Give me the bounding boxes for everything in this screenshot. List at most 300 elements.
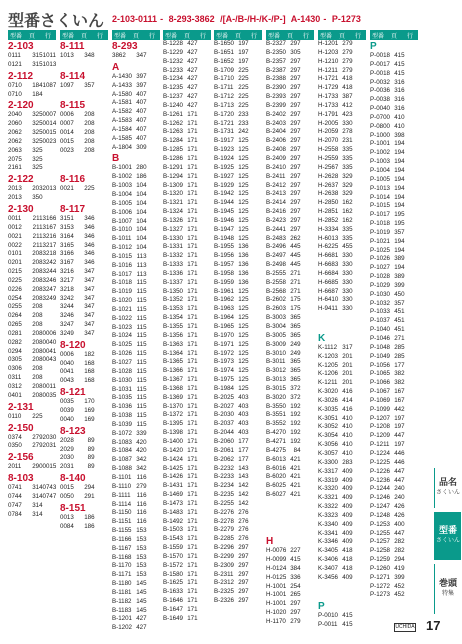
line-ref <box>405 335 418 344</box>
line-ref <box>405 397 418 406</box>
line-ref <box>147 262 160 271</box>
group-heading: 2-150 <box>8 422 34 434</box>
page-ref: 136 <box>238 269 249 277</box>
model-number: B-2232 <box>214 464 234 472</box>
model-number: B-2327 <box>266 40 286 47</box>
index-row <box>370 96 418 105</box>
model-number: B-2411 <box>266 172 286 180</box>
model-number: B-2276 <box>214 508 234 516</box>
model-number: B-1006 <box>112 208 132 216</box>
page-ref: 171 <box>187 269 198 277</box>
line-ref <box>147 226 160 235</box>
index-row <box>163 526 211 535</box>
page-ref: 276 <box>238 508 249 516</box>
line-ref <box>405 79 418 88</box>
line-ref <box>147 554 160 563</box>
model-number: H-6225 <box>318 243 339 251</box>
page-ref: 427 <box>187 93 198 101</box>
page-ref: 125 <box>238 349 249 357</box>
page-ref: 184 <box>32 81 43 89</box>
line-ref <box>301 67 314 76</box>
index-row <box>266 40 314 49</box>
index-row <box>370 379 418 388</box>
page-ref: 186 <box>84 522 95 530</box>
line-ref <box>249 128 262 137</box>
model-number: 2063 <box>8 146 22 154</box>
page-ref: 182 <box>84 350 95 358</box>
index-row <box>370 547 418 556</box>
index-row <box>266 261 314 270</box>
column-header-cell: 型番 <box>371 33 384 40</box>
line-ref <box>95 52 108 61</box>
index-row <box>112 191 160 200</box>
model-number: H-6684 <box>318 269 339 277</box>
index-row <box>214 182 262 191</box>
index-row <box>318 521 366 530</box>
line-ref: 3246 <box>42 276 57 284</box>
index-row <box>318 67 366 76</box>
line-ref <box>301 583 314 592</box>
model-number: B-1083 <box>112 438 132 446</box>
index-row <box>163 261 211 270</box>
index-row <box>214 40 262 49</box>
page-ref: 445 <box>290 261 301 269</box>
page-ref: 421 <box>290 464 301 472</box>
index-row <box>370 229 418 238</box>
line-ref <box>95 321 108 330</box>
index-row <box>112 562 160 571</box>
model-number: P-1021 <box>370 237 390 245</box>
page-ref: 279 <box>290 618 301 625</box>
index-row <box>266 429 314 438</box>
page-ref: 285 <box>394 343 405 351</box>
model-number <box>60 164 81 173</box>
index-row <box>163 518 211 527</box>
tab-model-index[interactable] <box>434 512 461 560</box>
page-ref: 330 <box>342 287 353 295</box>
model-number: B-1004 <box>112 190 132 198</box>
page-ref: 208 <box>32 294 43 302</box>
line-ref <box>147 386 160 395</box>
line-ref <box>198 182 211 191</box>
line-ref <box>353 565 366 574</box>
page-ref: 89 <box>87 463 95 471</box>
line-ref: 0041 <box>42 347 57 355</box>
line-ref <box>249 553 262 562</box>
index-row <box>8 463 56 472</box>
page-ref: 208 <box>32 383 43 390</box>
index-row <box>318 621 366 630</box>
model-number: P-1032 <box>370 299 390 307</box>
line-ref <box>147 209 160 218</box>
line-ref <box>249 217 262 226</box>
line-ref <box>353 288 366 297</box>
line-ref <box>147 456 160 465</box>
index-row <box>112 465 160 474</box>
model-number: P-1209 <box>370 432 390 440</box>
index-row <box>266 102 314 111</box>
line-ref <box>353 279 366 288</box>
page-ref: 403 <box>238 402 249 410</box>
model-number: P-1246 <box>370 494 390 502</box>
line-ref <box>147 492 160 501</box>
model-number: P-1069 <box>370 396 390 404</box>
index-row <box>266 111 314 120</box>
index-row <box>370 335 418 344</box>
model-number: B-1240 <box>163 101 183 109</box>
line-ref <box>353 261 366 270</box>
line-ref <box>405 450 418 459</box>
index-row <box>266 288 314 297</box>
page-ref: 347 <box>136 52 147 59</box>
index-row <box>370 79 418 88</box>
index-row <box>112 182 160 191</box>
model-number: B-3020 <box>266 393 286 401</box>
model-number: B-1353 <box>163 305 183 313</box>
model-number: H-1791 <box>318 110 339 118</box>
model-number: B-1110 <box>112 482 132 490</box>
page-ref: 317 <box>342 343 353 351</box>
page-ref: 171 <box>187 376 198 384</box>
index-row <box>60 330 108 339</box>
page-ref: 208 <box>32 268 43 276</box>
model-number: B-1483 <box>163 508 183 516</box>
index-row <box>112 99 160 108</box>
page-ref: 225 <box>238 93 249 101</box>
index-row <box>112 341 160 350</box>
page-ref: 192 <box>290 420 301 428</box>
index-row <box>8 156 56 165</box>
tab-label: 巻頭 <box>438 578 457 588</box>
model-number: 3247 <box>60 321 74 329</box>
page-ref: 225 <box>238 75 249 83</box>
page-ref: 403 <box>238 420 249 428</box>
index-row <box>112 226 160 235</box>
page-ref: 125 <box>238 367 249 375</box>
page-ref: 325 <box>32 164 43 172</box>
index-row <box>318 288 366 297</box>
line-ref <box>249 465 262 474</box>
index-row <box>318 84 366 93</box>
page-ref: 262 <box>290 234 301 242</box>
model-number: K-3056 <box>318 441 338 449</box>
line-ref <box>405 406 418 415</box>
model-number: B-2350 <box>266 48 286 56</box>
index-row <box>318 388 366 397</box>
page-ref: 142 <box>238 482 249 490</box>
index-column <box>8 40 56 519</box>
model-number: B-3004 <box>266 323 286 330</box>
column-header-cell: 行 <box>44 33 51 40</box>
index-row <box>8 194 56 203</box>
index-row <box>60 416 108 425</box>
index-row <box>370 70 418 79</box>
tab-product-index[interactable] <box>434 468 461 508</box>
index-row <box>8 339 56 348</box>
model-number: B-2603 <box>266 305 286 313</box>
line-ref <box>198 332 211 341</box>
line-ref: 0011 <box>42 383 56 390</box>
index-row <box>163 571 211 580</box>
line-ref <box>147 218 160 227</box>
page-ref: 407 <box>136 117 147 125</box>
line-ref <box>249 456 262 465</box>
page-ref: 197 <box>394 423 405 431</box>
line-ref <box>147 244 160 253</box>
page-ref: 197 <box>394 414 405 422</box>
page-ref: 271 <box>394 335 405 342</box>
line-ref <box>405 326 418 335</box>
model-number: 0015 <box>60 137 74 145</box>
line-ref <box>198 261 211 270</box>
index-row <box>8 242 56 251</box>
index-row <box>318 243 366 252</box>
model-number: B-1309 <box>163 181 183 189</box>
index-row <box>214 491 262 500</box>
page-ref: 283 <box>342 458 353 466</box>
line-ref <box>249 305 262 314</box>
index-row <box>112 235 160 244</box>
index-row <box>370 468 418 477</box>
page-ref: 194 <box>394 237 405 245</box>
line-ref <box>43 164 56 173</box>
line-ref <box>147 483 160 492</box>
page-ref: 279 <box>136 482 147 490</box>
model-number: P-0010 <box>318 612 338 620</box>
model-number: B-1473 <box>163 499 183 507</box>
page-ref: 297 <box>290 66 301 74</box>
model-number: B-1984 <box>214 384 234 392</box>
index-row <box>370 370 418 379</box>
index-row <box>266 403 314 412</box>
page-ref: 115 <box>136 341 147 349</box>
line-ref <box>198 252 211 261</box>
model-number: 0254 <box>8 294 22 302</box>
line-ref <box>353 296 366 305</box>
line-ref: 0006 <box>42 329 57 337</box>
line-ref <box>198 279 211 288</box>
page-ref: 125 <box>238 305 249 313</box>
line-ref <box>405 317 418 326</box>
model-number: B-1962 <box>214 296 234 304</box>
page-ref: 171 <box>187 384 198 392</box>
line-ref <box>147 117 160 126</box>
model-number: B-1201 <box>112 615 132 623</box>
model-number: P-1015 <box>370 202 390 210</box>
model-number: B-1398 <box>163 429 183 437</box>
line-ref <box>249 509 262 518</box>
model-number: B-1965 <box>214 323 234 330</box>
line-ref <box>147 377 160 386</box>
index-row <box>214 120 262 129</box>
page-ref: 445 <box>290 252 301 260</box>
page-ref: 285 <box>394 352 405 360</box>
model-number: B-1352 <box>163 296 183 304</box>
page-ref: 279 <box>342 48 353 56</box>
column-header <box>112 30 160 40</box>
line-ref <box>301 243 314 252</box>
index-row <box>318 323 366 332</box>
page-ref: 316 <box>394 78 405 86</box>
model-number: B-2311 <box>214 570 234 578</box>
line-ref <box>249 190 262 199</box>
index-row <box>318 190 366 199</box>
line-ref <box>198 544 211 553</box>
tab-sublabel: さくいん <box>435 538 460 544</box>
line-ref <box>353 58 366 67</box>
model-number: B-1150 <box>112 509 132 517</box>
page-ref: 346 <box>84 259 95 267</box>
page-ref: 346 <box>84 223 95 231</box>
page-ref: 197 <box>394 441 405 449</box>
index-row <box>163 199 211 208</box>
line-ref <box>198 429 211 438</box>
page-ref: 194 <box>394 140 405 148</box>
model-number: H-1203 <box>318 48 339 56</box>
line-ref <box>95 194 108 203</box>
model-number: B-2496 <box>266 243 286 251</box>
index-row <box>60 277 108 286</box>
line-ref <box>147 271 160 280</box>
line-ref <box>353 93 366 102</box>
index-row <box>266 49 314 58</box>
line-ref <box>198 509 211 518</box>
line-ref <box>249 429 262 438</box>
index-row <box>318 40 366 49</box>
page-ref: 227 <box>290 547 301 555</box>
page-ref: 201 <box>342 352 353 360</box>
index-row <box>60 224 108 233</box>
model-number: K-3317 <box>318 467 338 475</box>
page-ref: 142 <box>238 499 249 507</box>
model-number: K-3407 <box>318 564 338 572</box>
page-ref: 415 <box>394 60 405 68</box>
line-ref <box>198 562 211 571</box>
page-ref: 203 <box>32 185 43 193</box>
page-ref: 162 <box>342 216 353 224</box>
line-ref <box>147 82 160 91</box>
index-row <box>214 350 262 359</box>
model-number: 3249 <box>60 329 74 337</box>
model-number: B-1492 <box>163 517 183 525</box>
page-ref: 276 <box>238 526 249 534</box>
line-ref <box>95 129 108 138</box>
line-ref <box>95 523 108 532</box>
group-heading: 8-121 <box>60 387 86 399</box>
tab-feature[interactable] <box>434 564 461 614</box>
line-ref <box>353 252 366 261</box>
page-ref: 297 <box>238 552 249 560</box>
model-number: P-1048 <box>370 343 390 351</box>
model-number: B-2393 <box>266 93 286 101</box>
model-number: P-1027 <box>370 264 390 272</box>
line-ref <box>405 211 418 220</box>
model-number: B-1028 <box>112 367 132 375</box>
index-row <box>112 501 160 510</box>
line-ref <box>198 500 211 509</box>
page-ref: 186 <box>136 173 147 181</box>
model-number: B-3011 <box>266 358 286 366</box>
line-ref <box>95 277 108 286</box>
page-ref <box>81 91 94 100</box>
line-ref <box>301 296 314 305</box>
index-row <box>60 321 108 330</box>
line-ref: 3166 <box>42 214 57 222</box>
model-number: B-1975 <box>214 376 234 384</box>
page-ref: 410 <box>342 441 353 449</box>
index-row <box>163 279 211 288</box>
model-number: P-1033 <box>370 308 390 316</box>
model-number: B-1084 <box>112 447 132 455</box>
page-ref: 330 <box>342 269 353 277</box>
model-number: B-1372 <box>163 411 183 419</box>
index-row <box>60 156 108 165</box>
index-row <box>163 394 211 403</box>
line-ref <box>353 397 366 406</box>
line-ref <box>301 111 314 120</box>
page-ref: 409 <box>342 520 353 528</box>
page-ref: 171 <box>187 517 198 525</box>
line-ref <box>249 597 262 606</box>
column-header-cell: 行 <box>96 33 103 40</box>
line-ref <box>249 411 262 420</box>
line-ref: 0014 <box>42 120 57 128</box>
page-ref: 400 <box>394 520 405 528</box>
index-row <box>318 164 366 173</box>
index-row <box>214 447 262 456</box>
index-row <box>214 279 262 288</box>
model-number: B-3013 <box>266 376 286 384</box>
page-ref: 136 <box>238 243 249 251</box>
model-number: B-2312 <box>214 579 234 587</box>
page-ref: 171 <box>187 508 198 516</box>
model-number: B-6013 <box>266 455 286 463</box>
model-number: B-1942 <box>214 190 234 198</box>
model-number: B-1956 <box>214 252 234 260</box>
index-row <box>60 268 108 277</box>
column-header <box>370 30 418 40</box>
index-row <box>112 474 160 483</box>
page-ref: 427 <box>187 101 198 109</box>
model-number: P-1049 <box>370 352 390 360</box>
index-row <box>318 423 366 432</box>
model-number: B-1363 <box>163 340 183 348</box>
model-number: 0747 <box>8 501 22 509</box>
page-ref: 208 <box>32 259 43 267</box>
model-number: H-2070 <box>318 137 339 145</box>
line-ref <box>249 226 262 235</box>
page-ref: 451 <box>394 308 405 316</box>
model-number: P-1244 <box>370 485 390 493</box>
index-row <box>214 67 262 76</box>
page-ref: 225 <box>238 101 249 109</box>
page-ref: 297 <box>290 600 301 608</box>
index-row <box>214 411 262 420</box>
model-number: B-2498 <box>266 261 286 269</box>
model-number: K-3321 <box>318 494 338 502</box>
line-ref <box>301 261 314 270</box>
page-ref: 297 <box>290 208 301 216</box>
line-ref <box>147 182 160 191</box>
line-ref <box>353 477 366 486</box>
index-row <box>163 190 211 199</box>
page-ref: 242 <box>238 128 249 136</box>
page-ref: 171 <box>187 305 198 313</box>
line-ref <box>147 430 160 439</box>
line-ref <box>95 398 108 407</box>
line-ref <box>147 465 160 474</box>
model-number: B-1181 <box>112 588 132 596</box>
